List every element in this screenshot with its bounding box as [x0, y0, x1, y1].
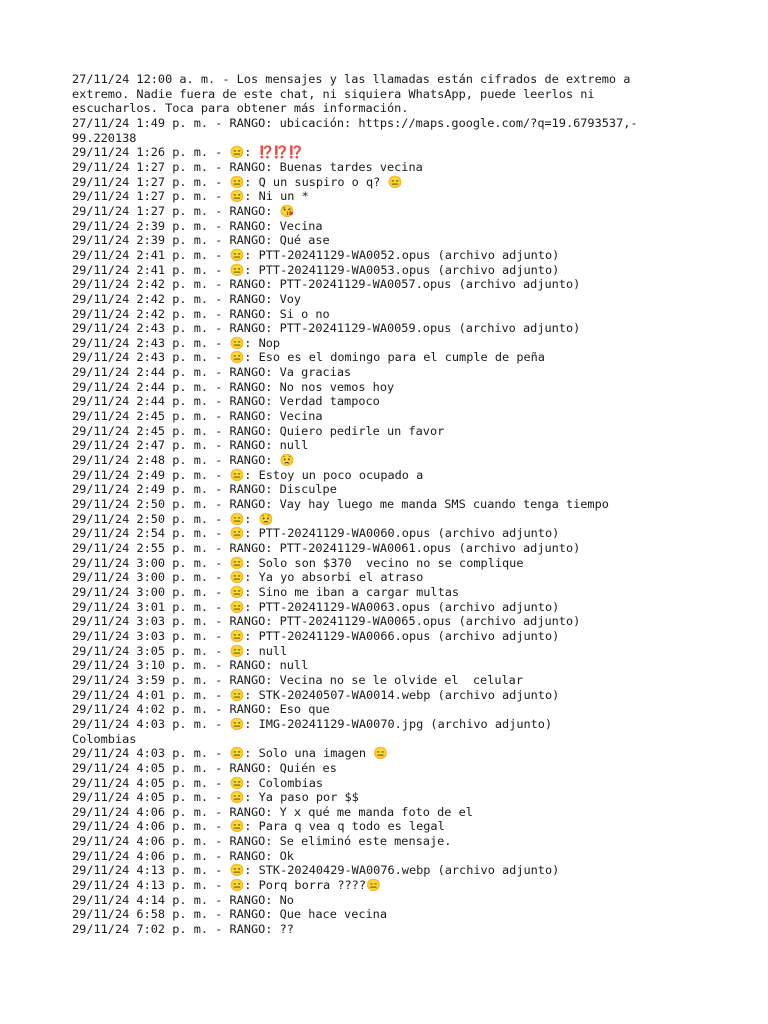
chat-line: 29/11/24 2:54 p. m. - 😑: PTT-20241129-WA0060.opus (archivo adjunto) — [72, 526, 560, 541]
chat-line: 29/11/24 1:27 p. m. - 😑: Q un suspiro o q? 😑 — [72, 174, 403, 189]
chat-line: 29/11/24 2:39 p. m. - RANGO: Qué ase — [72, 233, 330, 248]
chat-line: 29/11/24 4:13 p. m. - 😑: Porq borra ????😑 — [72, 878, 381, 893]
chat-line: 29/11/24 1:26 p. m. - 😑: ⁉️⁉️⁉️ — [72, 145, 304, 160]
chat-line: 29/11/24 2:43 p. m. - 😑: Nop — [72, 335, 281, 350]
chat-line: 29/11/24 4:01 p. m. - 😑: STK-20240507-WA0014.webp (archivo adjunto) — [72, 687, 560, 702]
chat-line: 29/11/24 4:03 p. m. - 😑: IMG-20241129-WA0070.jpg (archivo adjunto) — [72, 716, 553, 731]
chat-line: 29/11/24 4:06 p. m. - 😑: Para q vea q todo es legal — [72, 819, 445, 834]
chat-line: 29/11/24 6:58 p. m. - RANGO: Que hace vecina — [72, 907, 387, 922]
chat-line: 29/11/24 2:47 p. m. - RANGO: null — [72, 438, 309, 453]
chat-line: 29/11/24 4:02 p. m. - RANGO: Eso que — [72, 702, 330, 717]
chat-line: 29/11/24 3:01 p. m. - 😑: PTT-20241129-WA0063.opus (archivo adjunto) — [72, 599, 560, 614]
chat-line: 27/11/24 1:49 p. m. - RANGO: ubicación: https://maps.google.com/?q=19.6793537,- — [72, 115, 638, 130]
chat-line: 29/11/24 4:05 p. m. - 😑: Colombias — [72, 775, 324, 790]
chat-line: 29/11/24 2:45 p. m. - RANGO: Quiero pedirle un favor — [72, 423, 445, 438]
chat-line: 29/11/24 2:45 p. m. - RANGO: Vecina — [72, 409, 323, 424]
chat-line: 29/11/24 3:10 p. m. - RANGO: null — [72, 658, 309, 673]
chat-line: 29/11/24 1:27 p. m. - RANGO: Buenas tardes vecina — [72, 159, 423, 174]
chat-line: 29/11/24 4:14 p. m. - RANGO: No — [72, 892, 294, 907]
chat-line: 29/11/24 4:05 p. m. - 😑: Ya paso por $$ — [72, 790, 359, 805]
chat-line: 29/11/24 2:55 p. m. - RANGO: PTT-20241129-WA0061.opus (archivo adjunto) — [72, 541, 581, 555]
chat-line: 29/11/24 2:49 p. m. - 😑: Estoy un poco ocupado a — [72, 467, 424, 482]
chat-line: 29/11/24 2:39 p. m. - RANGO: Vecina — [72, 218, 323, 233]
chat-line: 29/11/24 1:27 p. m. - 😑: Ni un * — [72, 189, 309, 204]
chat-line: 29/11/24 1:27 p. m. - RANGO: 😘 — [72, 203, 295, 218]
chat-line: 29/11/24 2:49 p. m. - RANGO: Disculpe — [72, 482, 337, 497]
chat-line: 99.220138 — [72, 130, 137, 145]
chat-line: escucharlos. Toca para obtener más información. — [72, 101, 409, 116]
chat-line: 29/11/24 3:59 p. m. - RANGO: Vecina no se le olvide el celular — [72, 672, 524, 687]
chat-line: 29/11/24 2:44 p. m. - RANGO: Va gracias — [72, 365, 352, 380]
chat-line: 29/11/24 2:50 p. m. - RANGO: Vay hay luego me manda SMS cuando tenga tiempo — [72, 497, 609, 512]
chat-line: 29/11/24 4:05 p. m. - RANGO: Quién es — [72, 760, 337, 775]
chat-line: 29/11/24 2:42 p. m. - RANGO: Voy — [72, 291, 302, 306]
chat-line: 29/11/24 2:41 p. m. - 😑: PTT-20241129-WA0052.opus (archivo adjunto) — [72, 247, 560, 262]
chat-line: 29/11/24 2:41 p. m. - 😑: PTT-20241129-WA0053.opus (archivo adjunto) — [72, 262, 560, 277]
chat-line: 29/11/24 4:06 p. m. - RANGO: Ok — [72, 848, 294, 863]
chat-line: 29/11/24 2:43 p. m. - RANGO: PTT-20241129-WA0059.opus (archivo adjunto) — [72, 321, 581, 336]
chat-line: 29/11/24 2:44 p. m. - RANGO: No nos vemos hoy — [72, 379, 395, 394]
chat-line: extremo. Nadie fuera de este chat, ni siquiera WhatsApp, puede leerlos ni — [72, 86, 595, 101]
chat-line: 29/11/24 4:13 p. m. - 😑: STK-20240429-WA0076.webp (archivo adjunto) — [72, 863, 560, 878]
chat-line: 29/11/24 7:02 p. m. - RANGO: ?? — [72, 922, 294, 937]
chat-line: 29/11/24 2:43 p. m. - 😑: Eso es el domingo para el cumple de peña — [72, 350, 545, 365]
chat-line: 29/11/24 4:06 p. m. - RANGO: Se eliminó este mensaje. — [72, 834, 452, 849]
chat-line: 29/11/24 3:05 p. m. - 😑: null — [72, 643, 288, 658]
chat-line: 27/11/24 12:00 a. m. - Los mensajes y las llamadas están cifrados de extremo a — [72, 72, 631, 86]
chat-line: 29/11/24 3:00 p. m. - 😑: Ya yo absorbi el atraso — [72, 570, 424, 585]
chat-line: 29/11/24 3:03 p. m. - RANGO: PTT-20241129-WA0065.opus (archivo adjunto) — [72, 614, 581, 629]
chat-line: Colombias — [72, 731, 137, 746]
chat-line: 29/11/24 2:50 p. m. - 😑: 😟 — [72, 511, 274, 526]
chat-line: 29/11/24 2:42 p. m. - RANGO: Si o no — [72, 306, 330, 321]
chat-line: 29/11/24 4:06 p. m. - RANGO: Y x qué me manda foto de el — [72, 804, 473, 819]
chat-line: 29/11/24 2:42 p. m. - RANGO: PTT-20241129-WA0057.opus (archivo adjunto) — [72, 277, 581, 292]
chat-line: 29/11/24 4:03 p. m. - 😑: Solo una imagen 😑 — [72, 746, 388, 761]
chat-line: 29/11/24 3:03 p. m. - 😑: PTT-20241129-WA0066.opus (archivo adjunto) — [72, 628, 560, 643]
chat-line: 29/11/24 2:48 p. m. - RANGO: 😟 — [72, 453, 295, 468]
chat-export-text — [72, 72, 702, 937]
chat-line: 29/11/24 3:00 p. m. - 😑: Sino me iban a cargar multas — [72, 584, 460, 599]
chat-line: 29/11/24 2:44 p. m. - RANGO: Verdad tampoco — [72, 394, 380, 409]
chat-line: 29/11/24 3:00 p. m. - 😑: Solo son $370 vecino no se complique — [72, 555, 524, 570]
